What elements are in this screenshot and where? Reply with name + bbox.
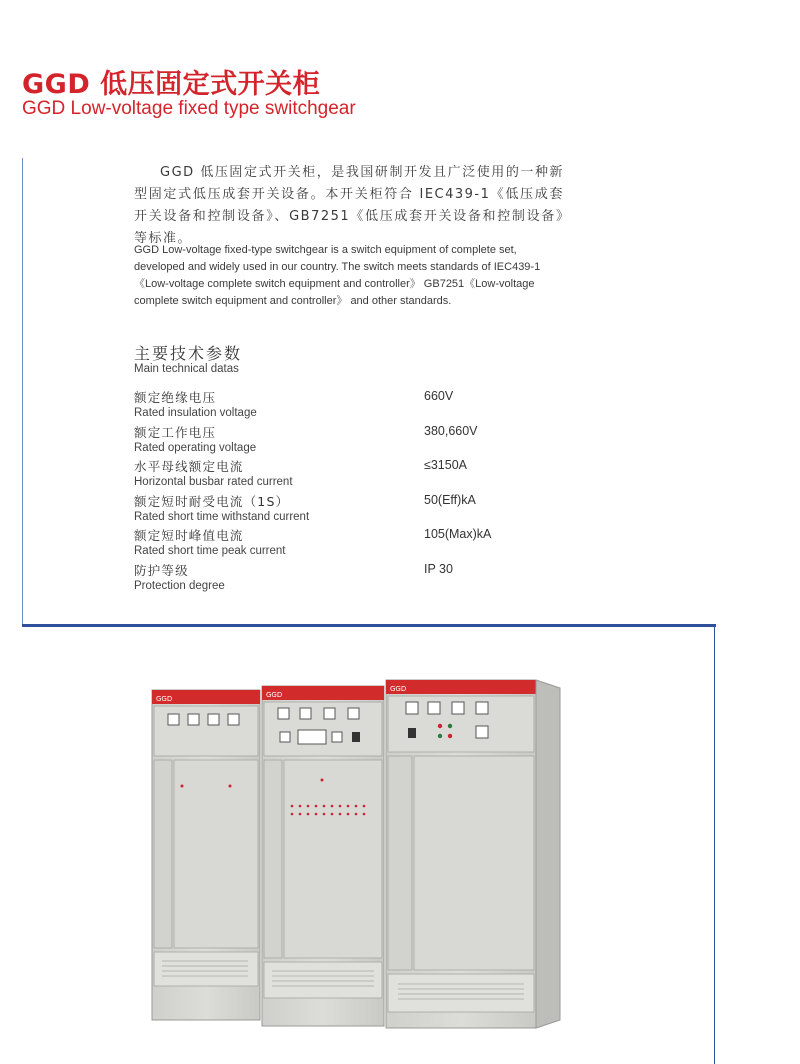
intro-chinese: GGD 低压固定式开关柜，是我国研制开发且广泛使用的一种新型固定式低压成套开关设备。本开关柜符合 IEC439-1《低压成套开关设备和控制设备》、GB7251《低压成套开关设备和控制设备》等标准。 [134,165,564,246]
param-busbar-rated-current [134,457,554,491]
param-rated-operating-voltage [134,423,554,457]
frame-left-line [22,158,23,626]
param-label-cn: 额定绝缘电压 [134,390,217,405]
param-value: 50(Eff)kA [424,493,476,507]
cabinet-label: GGD [156,695,173,703]
page-title-en: GGD Low-voltage fixed type switchgear [22,98,356,119]
param-value: 380,660V [424,424,478,438]
param-value: 105(Max)kA [424,527,492,541]
param-value: IP 30 [424,562,453,576]
cabinet-middle [262,686,384,1026]
params-heading-cn: 主要技术参数 [134,344,243,363]
switchgear-photo [140,668,570,1038]
param-label-cn: 水平母线额定电流 [134,459,244,474]
cabinet-left [152,690,260,1020]
params-heading-en: Main technical datas [134,363,239,375]
param-label-en: Rated short time withstand current [134,511,310,523]
param-value: ≤3150A [424,458,468,472]
param-label-en: Rated insulation voltage [134,407,257,419]
param-value: 660V [424,389,454,403]
param-label-en: Protection degree [134,580,225,592]
cabinet-label: GGD [266,691,283,699]
param-label-en: Rated short time peak current [134,545,286,557]
param-label-cn: 额定短时峰值电流 [134,528,244,543]
param-short-time-peak-current [134,526,554,560]
param-label-cn: 额定短时耐受电流（1S） [134,494,290,509]
param-label-en: Horizontal busbar rated current [134,476,293,488]
param-rated-insulation-voltage [134,388,554,422]
param-label-cn: 额定工作电压 [134,425,217,440]
param-label-cn: 防护等级 [134,563,189,578]
frame-divider [22,624,716,627]
cabinet-label: GGD [390,685,407,693]
intro-english: GGD Low-voltage fixed-type switchgear is a switch equipment of complete set, developed and widely used in our country. The switch meets standards of IEC439-1《Low-voltage complete switch equipment and controller》 GB7251《Low-voltage complete switch equipment and controller》 and other standards. [134,244,541,307]
param-protection-degree [134,561,554,595]
frame-right-line [714,624,715,1064]
cabinet-right [386,680,560,1028]
page-title-cn: GGD 低压固定式开关柜 [22,69,321,100]
param-short-time-withstand-current [134,492,554,526]
param-label-en: Rated operating voltage [134,442,257,454]
